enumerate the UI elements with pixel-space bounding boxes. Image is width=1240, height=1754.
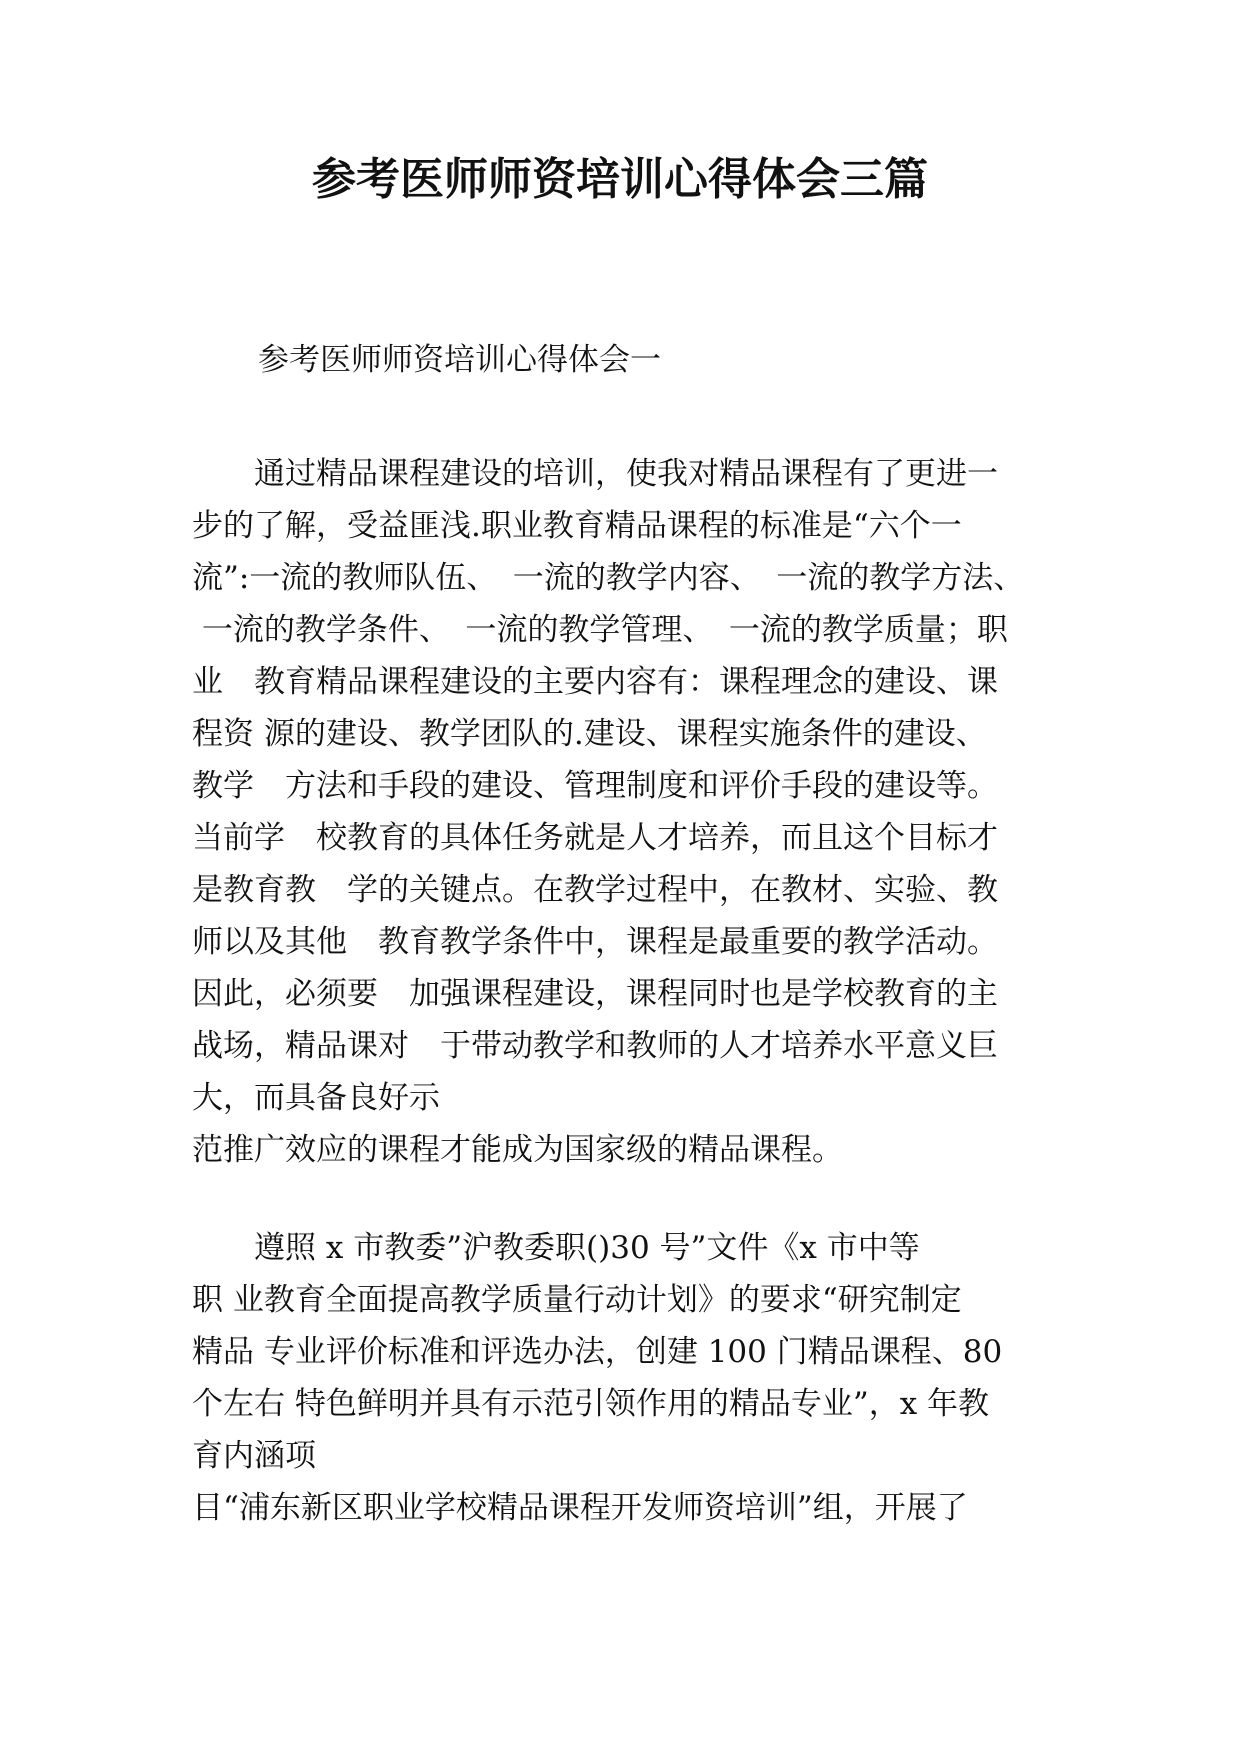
paragraph-line: 步的了解，受益匪浅.职业教育精品课程的标准是“六个一 bbox=[192, 508, 962, 544]
paragraph-line: 是教育教 学的关键点。在教学过程中，在教材、实验、教 bbox=[192, 872, 998, 908]
paragraph-line: 育内涵项 bbox=[192, 1438, 316, 1474]
paragraph-line: 因此，必须要 加强课程建设，课程同时也是学校教育的主 bbox=[192, 976, 998, 1012]
paragraph-line: 目“浦东新区职业学校精品课程开发师资培训”组，开展了 bbox=[192, 1490, 968, 1526]
paragraph-line: 师以及其他 教育教学条件中，课程是最重要的教学活动。 bbox=[192, 924, 998, 960]
paragraph-line: 通过精品课程建设的培训，使我对精品课程有了更进一 bbox=[192, 456, 998, 492]
paragraph-line: 一流的教学条件、 一流的教学管理、 一流的教学质量；职 bbox=[192, 612, 1008, 648]
paragraph-line: 业 教育精品课程建设的主要内容有：课程理念的建设、课 bbox=[192, 664, 998, 700]
paragraph-line: 职 业教育全面提高教学质量行动计划》的要求“研究制定 bbox=[192, 1282, 962, 1318]
paragraph-line: 程资 源的建设、教学团队的.建设、课程实施条件的建设、 bbox=[192, 716, 987, 752]
paragraph-line: 战场，精品课对 于带动教学和教师的人才培养水平意义巨 bbox=[192, 1028, 998, 1064]
paragraph-line: 个左右 特色鲜明并具有示范引领作用的精品专业”，x 年教 bbox=[192, 1386, 990, 1422]
paragraph-line: 范推广效应的课程才能成为国家级的精品课程。 bbox=[192, 1132, 843, 1168]
section-heading: 参考医师师资培训心得体会一 bbox=[258, 342, 661, 378]
paragraph-line: 精品 专业评价标准和评选办法，创建 100 门精品课程、80 bbox=[192, 1334, 1003, 1370]
document-title: 参考医师师资培训心得体会三篇 bbox=[312, 154, 928, 205]
paragraph-line: 大，而具备良好示 bbox=[192, 1080, 440, 1116]
paragraph-line: 教学 方法和手段的建设、管理制度和评价手段的建设等。 bbox=[192, 768, 998, 804]
paragraph-line: 流”:一流的教师队伍、 一流的教学内容、 一流的教学方法、 bbox=[192, 560, 1025, 596]
paragraph-2 bbox=[192, 1222, 1072, 1534]
paragraph-line: 遵照 x 市教委”沪教委职()30 号”文件《x 市中等 bbox=[192, 1230, 920, 1266]
paragraph-line: 当前学 校教育的具体任务就是人才培养，而且这个目标才 bbox=[192, 820, 998, 856]
paragraph-1 bbox=[192, 448, 1072, 1176]
